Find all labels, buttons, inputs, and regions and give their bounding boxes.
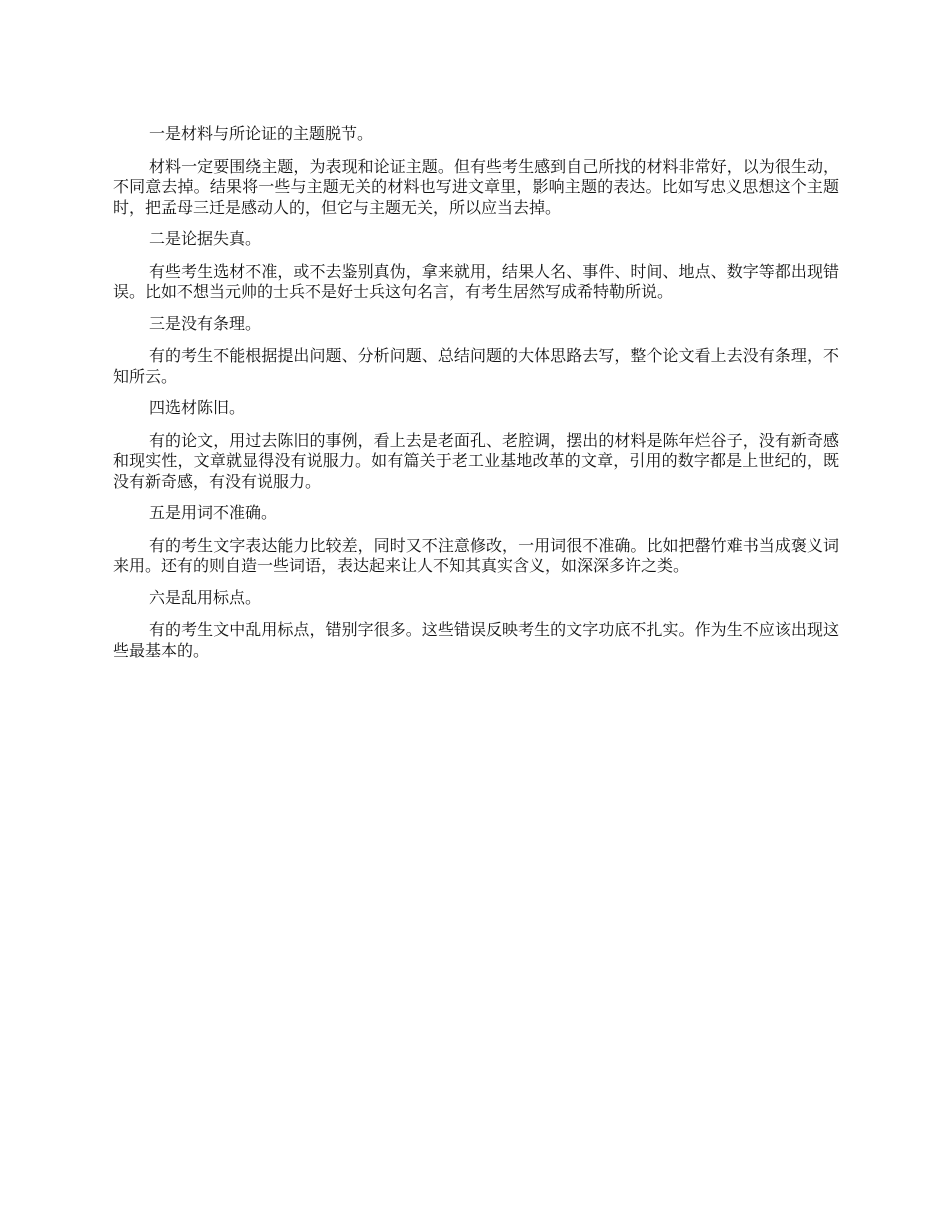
heading-4: 四选材陈旧。: [149, 398, 246, 417]
heading-1: 一是材料与所论证的主题脱节。: [149, 124, 374, 143]
paragraph-1: 材料一定要围绕主题，为表现和论证主题。但有些考生感到自己所找的材料非常好，以为很生动，不同意去掉。结果将一些与主题无关的材料也写进文章里，影响主题的表达。比如写忠义思想这个主题时，把孟母三迁是感动人的，但它与主题无关，所以应当去掉。: [113, 156, 839, 217]
paragraph-6: 有的考生文中乱用标点，错别字很多。这些错误反映考生的文字功底不扎实。作为生不应该出现这些最基本的。: [113, 620, 839, 660]
paragraph-4: 有的论文，用过去陈旧的事例，看上去是老面孔、老腔调，摆出的材料是陈年烂谷子，没有新奇感和现实性，文章就显得没有说服力。如有篇关于老工业基地改革的文章，引用的数字都是上世纪的，既没有新奇感，有没有说服力。: [113, 430, 839, 491]
heading-2: 二是论据失真。: [149, 229, 262, 248]
heading-5: 五是用词不准确。: [149, 503, 278, 522]
paragraph-3: 有的考生不能根据提出问题、分析问题、总结问题的大体思路去写，整个论文看上去没有条理，不知所云。: [113, 346, 839, 386]
document-body: [113, 124, 839, 672]
paragraph-5: 有的考生文字表达能力比较差，同时又不注意修改，一用词很不准确。比如把罄竹难书当成褒义词来用。还有的则自造一些词语，表达起来让人不知其真实含义，如深深多许之类。: [113, 535, 839, 575]
paragraph-2: 有些考生选材不准，或不去鉴别真伪，拿来就用，结果人名、事件、时间、地点、数字等都出现错误。比如不想当元帅的士兵不是好士兵这句名言，有考生居然写成希特勒所说。: [113, 261, 839, 301]
heading-3: 三是没有条理。: [149, 313, 262, 333]
heading-6: 六是乱用标点。: [149, 587, 262, 607]
